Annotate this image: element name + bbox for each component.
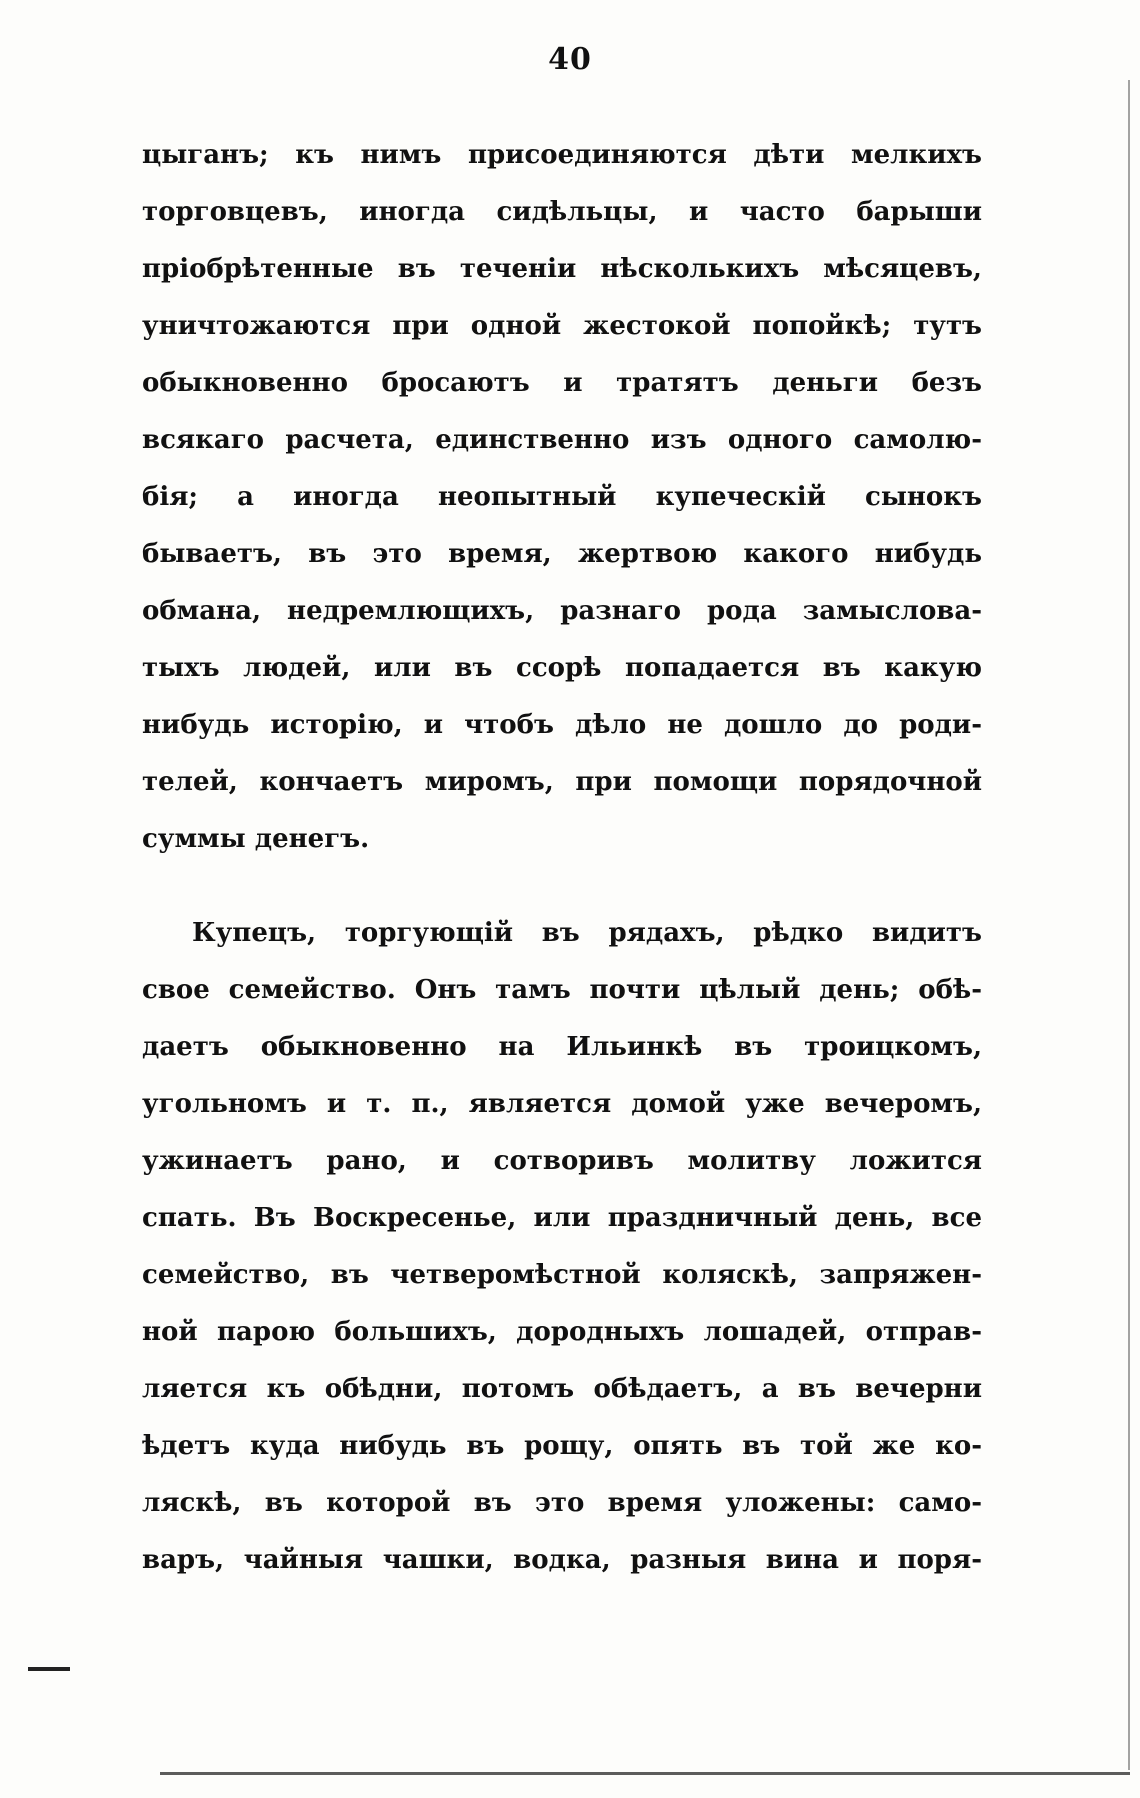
- text-line: ужинаетъ рано, и сотворивъ молитву ложится: [142, 1146, 982, 1176]
- margin-dash: [28, 1667, 70, 1671]
- text-line: цыганъ; къ нимъ присоединяются дѣти мелкихъ: [142, 140, 982, 170]
- paragraph-1: [142, 127, 982, 868]
- text-line: бываетъ, въ это время, жертвою какого нибудь: [142, 539, 982, 569]
- text-line: тыхъ людей, или въ ссорѣ попадается въ какую: [142, 653, 982, 683]
- text-line: обыкновенно бросаютъ и тратятъ деньги безъ: [142, 368, 982, 398]
- text-line: пріобрѣтенные въ теченіи нѣсколькихъ мѣсяцевъ,: [142, 254, 982, 284]
- bottom-rule: [160, 1772, 1130, 1775]
- text-line: варъ, чайныя чашки, водка, разныя вина и поря-: [142, 1545, 982, 1575]
- page-edge-right: [1128, 80, 1130, 1770]
- text-line: Купецъ, торгующій въ рядахъ, рѣдко видитъ: [192, 918, 982, 948]
- text-line: обмана, недремлющихъ, разнаго рода замысловa-: [142, 596, 982, 626]
- text-line: уничтожаются при одной жестокой попойкѣ; тутъ: [142, 311, 982, 341]
- text-line: спать. Въ Воскресенье, или праздничный день, все: [142, 1203, 982, 1233]
- text-line: бія; а иногда неопытный купеческій сынокъ: [142, 482, 982, 512]
- text-line: суммы денегъ.: [142, 824, 370, 854]
- page-number: 40: [548, 42, 592, 77]
- text-line: угольномъ и т. п., является домой уже вечеромъ,: [142, 1089, 982, 1119]
- text-line: ѣдетъ куда нибудь въ рощу, опять въ той же ко-: [142, 1431, 982, 1461]
- paragraph-2: [142, 905, 982, 1589]
- text-line: ной парою большихъ, дородныхъ лошадей, отправ-: [142, 1317, 982, 1347]
- text-line: ляется къ обѣдни, потомъ обѣдаетъ, а въ вечерни: [142, 1374, 982, 1404]
- text-line: даетъ обыкновенно на Ильинкѣ въ троицкомъ,: [142, 1032, 982, 1062]
- text-line: семейство, въ четверомѣстной коляскѣ, запряжен-: [142, 1260, 982, 1290]
- text-line: всякаго расчета, единственно изъ одного самолю-: [142, 425, 982, 455]
- text-line: ляскѣ, въ которой въ это время уложены: само-: [142, 1488, 982, 1518]
- text-line: телей, кончаетъ миромъ, при помощи порядочной: [142, 767, 982, 797]
- text-line: свое семейство. Онъ тамъ почти цѣлый день; обѣ-: [142, 975, 982, 1005]
- text-line: торговцевъ, иногда сидѣльцы, и часто барыши: [142, 197, 982, 227]
- text-line: нибудь исторію, и чтобъ дѣло не дошло до роди-: [142, 710, 982, 740]
